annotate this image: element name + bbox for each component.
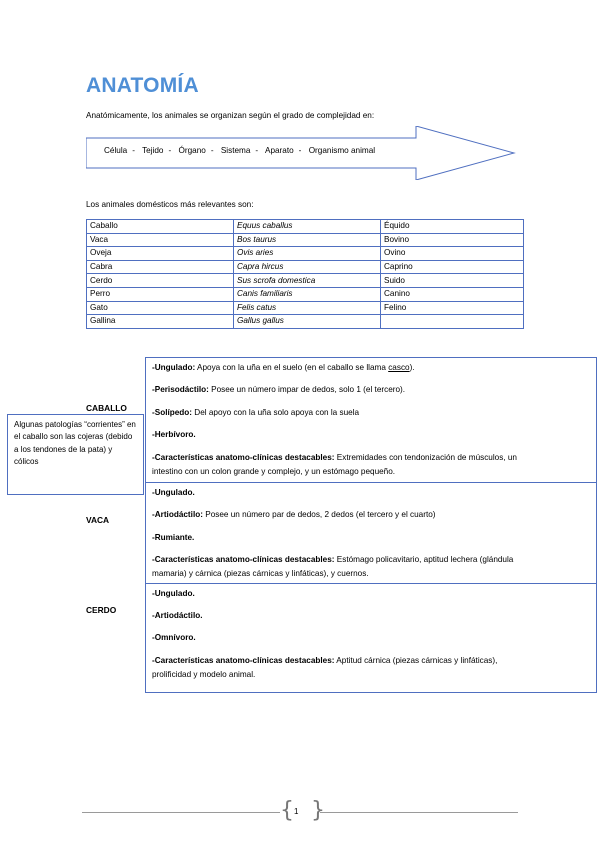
- cerdo-caracteristicas: -Características anatomo-clínicas destacables: Aptitud cárnica (piezas cárnicas y linfáticas), prolificidad y modelo animal.: [152, 656, 498, 679]
- animals-table: [86, 219, 524, 329]
- intro-text: Anatómicamente, los animales se organizan según el grado de complejidad en:: [86, 111, 375, 120]
- arrow-item: Tejido: [142, 146, 164, 155]
- group-cell: Ovino: [381, 247, 524, 261]
- arrow-item: Célula: [104, 146, 128, 155]
- vaca-label: VACA: [86, 515, 110, 525]
- group-cell: Felino: [381, 301, 524, 315]
- species-cell: Sus scrofa domestica: [234, 274, 381, 288]
- animal-name-cell: Vaca: [87, 233, 234, 247]
- animal-name-cell: Gato: [87, 301, 234, 315]
- page-number: 1: [294, 807, 299, 816]
- species-cell: Capra hircus: [234, 260, 381, 274]
- arrow-item: Sistema: [220, 146, 251, 155]
- species-cell: Canis familiaris: [234, 287, 381, 301]
- arrow-separator: -: [298, 146, 302, 155]
- animal-name-cell: Cerdo: [87, 274, 234, 288]
- species-cell: Ovis aries: [234, 247, 381, 261]
- group-cell: Canino: [381, 287, 524, 301]
- table-row: [87, 287, 524, 301]
- complexity-arrow: [86, 126, 516, 180]
- characteristics-box: [145, 357, 597, 693]
- table-row: [87, 220, 524, 234]
- vaca-section: [146, 482, 596, 583]
- table-row: [87, 247, 524, 261]
- footer-rule-right: [320, 812, 518, 813]
- group-cell: Bovino: [381, 233, 524, 247]
- arrow-separator: -: [132, 146, 135, 155]
- vaca-caracteristicas: -Características anatomo-clínicas destacables: Estómago policavitario, aptitud lechera (glándula mamaria) y cárnica (piezas cárnicas y linfáticas), y cuernos.: [152, 555, 514, 578]
- footer-brace-left: {: [280, 798, 294, 823]
- species-cell: Felis catus: [234, 301, 381, 315]
- arrow-item: Órgano: [178, 146, 206, 155]
- vaca-artiodactilo: -Artiodáctilo: Posee un número par de dedos, 2 dedos (el tercero y el cuarto): [152, 510, 436, 519]
- cerdo-artiodactilo: -Artiodáctilo.: [152, 611, 203, 620]
- arrow-separator: -: [255, 146, 259, 155]
- arrow-separator: -: [210, 146, 214, 155]
- species-cell: Equus caballus: [234, 220, 381, 234]
- footer-rule-left: [82, 812, 280, 813]
- table-row: [87, 301, 524, 315]
- caballo-section: [146, 358, 596, 482]
- animal-name-cell: Oveja: [87, 247, 234, 261]
- table-row: [87, 315, 524, 329]
- species-cell: Bos taurus: [234, 233, 381, 247]
- cerdo-omnivoro: -Omnívoro.: [152, 633, 196, 642]
- animal-name-cell: Perro: [87, 287, 234, 301]
- species-cell: Gallus gallus: [234, 315, 381, 329]
- caballo-herbivoro: -Herbívoro.: [152, 430, 196, 439]
- pathology-note: Algunas patologías “corrientes” en el caballo son las cojeras (debido a los tendones de la pata) y cólicos: [7, 414, 144, 495]
- table-row: [87, 260, 524, 274]
- cerdo-label: CERDO: [86, 605, 117, 615]
- table-row: [87, 274, 524, 288]
- caballo-perisodactilo: -Perisodáctilo: Posee un número impar de dedos, solo 1 (el tercero).: [152, 385, 406, 394]
- animal-name-cell: Caballo: [87, 220, 234, 234]
- page-title: ANATOMÍA: [86, 74, 199, 97]
- group-cell: Suido: [381, 274, 524, 288]
- arrow-item: Organismo animal: [308, 146, 376, 155]
- group-cell: [381, 315, 524, 329]
- footer-brace-right: }: [311, 798, 325, 823]
- cerdo-section: [146, 583, 596, 693]
- animal-name-cell: Cabra: [87, 260, 234, 274]
- caballo-solipedo: -Solípedo: Del apoyo con la uña solo apoya con la suela: [152, 408, 360, 417]
- group-cell: Caprino: [381, 260, 524, 274]
- arrow-sequence: [104, 146, 378, 155]
- vaca-rumiante: -Rumiante.: [152, 533, 195, 542]
- group-cell: Équido: [381, 220, 524, 234]
- vaca-ungulado: -Ungulado.: [152, 488, 195, 497]
- arrow-item: Aparato: [264, 146, 294, 155]
- caballo-ungulado: -Ungulado: Apoya con la uña en el suelo (en el caballo se llama casco).: [152, 363, 415, 372]
- caballo-caracteristicas: -Características anatomo-clínicas destacables: Extremidades con tendonización de músculos, un intestino con un colon grande y complejo, y un estómago pequeño.: [152, 453, 517, 476]
- arrow-separator: -: [168, 146, 172, 155]
- table-row: [87, 233, 524, 247]
- animals-intro: Los animales domésticos más relevantes son:: [86, 200, 254, 209]
- caballo-label: CABALLO: [86, 403, 127, 413]
- cerdo-ungulado: -Ungulado.: [152, 589, 195, 598]
- animal-name-cell: Gallina: [87, 315, 234, 329]
